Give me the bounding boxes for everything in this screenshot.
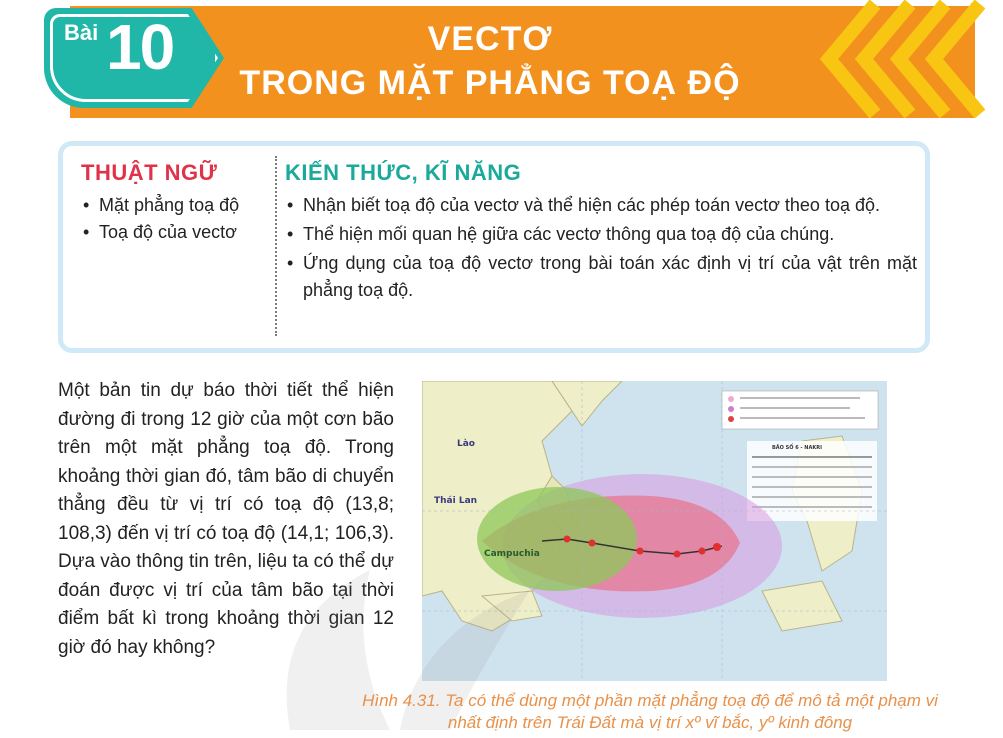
list-item: • Toạ độ của vectơ	[81, 219, 271, 246]
map-label-cambodia: Campuchia	[484, 549, 540, 559]
terms-heading: THUẬT NGỮ	[81, 160, 218, 185]
intro-paragraph: Một bản tin dự báo thời tiết thể hiện đường đi trong 12 giờ của một cơn bão trên một mặt phẳng toạ độ. Trong khoảng thời gian đó, tâm bão di chuyển thẳng đều từ vị trí có toạ độ (13,8; 108,3) đến vị trí có toạ độ (14,1; 106,3). Dựa vào thông tin trên, liệu ta có thể dự đoán được vị trí của tâm bão tại thời điểm bất kì trong khoảng thời gian 12 giờ đó hay không?	[58, 380, 394, 658]
terms-column	[81, 160, 271, 246]
list-item: • Mặt phẳng toạ độ	[81, 192, 271, 219]
skills-heading: KIẾN THỨC, KĨ NĂNG	[285, 160, 522, 185]
map-label-laos: Lào	[457, 439, 475, 449]
lesson-word: Bài	[64, 20, 99, 45]
list-item: • Thể hiện mối quan hệ giữa các vectơ thông qua toạ độ của chúng.	[285, 221, 917, 248]
lesson-number: 10	[106, 11, 174, 83]
figure-caption: Hình 4.31. Ta có thể dùng một phần mặt phẳng toạ độ để mô tả một phạm vi nhất định trên Trái Đất mà vị trí xº vĩ bắc, yº kinh đông	[362, 691, 938, 732]
page-title-line1: VECTƠ	[427, 20, 553, 58]
skills-list	[285, 192, 917, 304]
objectives-box	[58, 141, 930, 353]
lesson-badge	[44, 8, 224, 108]
map-label-storm: BÃO SỐ 6 - NAKRI	[772, 445, 822, 451]
terms-list	[81, 192, 271, 246]
skills-column	[285, 160, 917, 306]
column-divider	[275, 156, 277, 336]
map-label-thailand: Thái Lan	[434, 496, 478, 506]
page-title-line2: TRONG MẶT PHẲNG TOẠ ĐỘ	[239, 64, 741, 102]
list-item: • Nhận biết toạ độ của vectơ và thể hiện các phép toán vectơ theo toạ độ.	[285, 192, 917, 219]
list-item: • Ứng dụng của toạ độ vectơ trong bài toán xác định vị trí của vật trên mặt phẳng toạ độ.	[285, 250, 917, 304]
chevron-decoration	[815, 0, 985, 118]
